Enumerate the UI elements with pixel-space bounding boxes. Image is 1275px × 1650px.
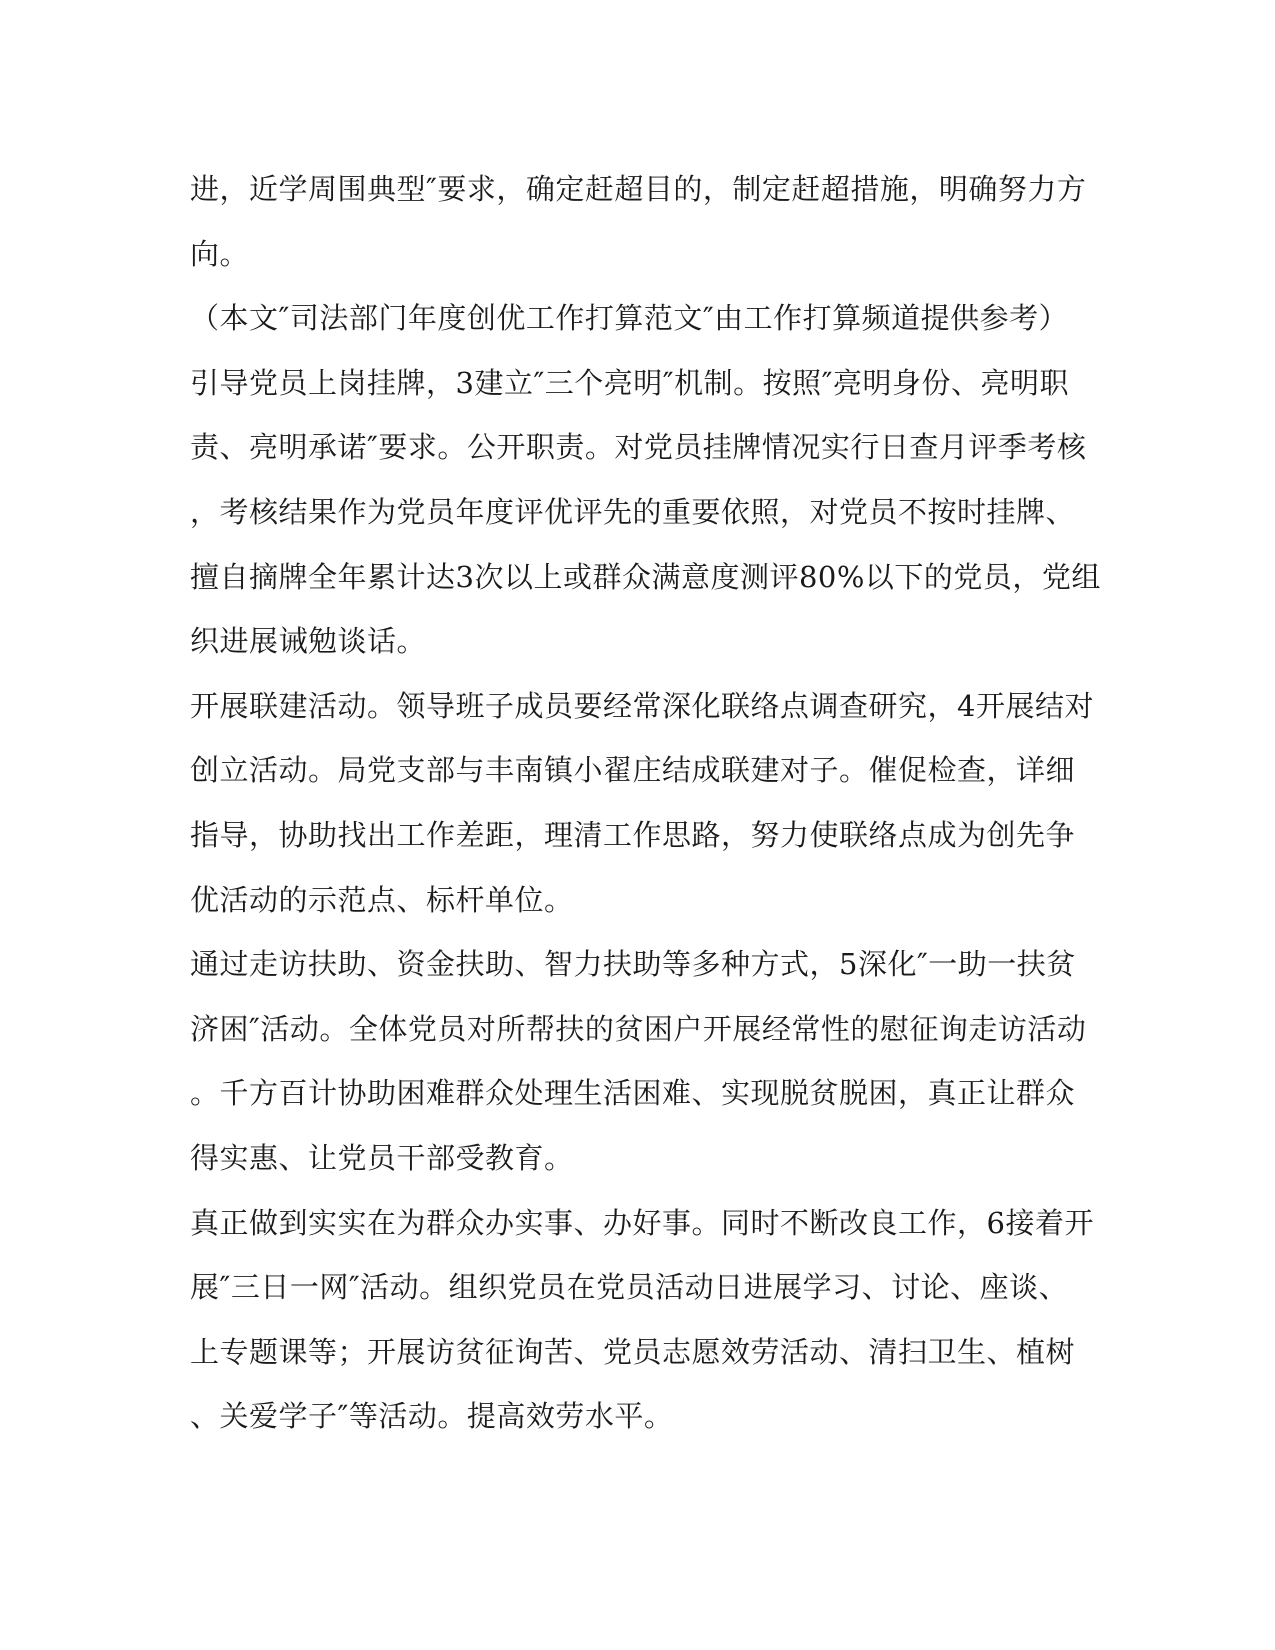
text-line: 济困″活动。全体党员对所帮扶的贫困户开展经常性的慰征询走访活动 bbox=[190, 1011, 1087, 1046]
text-line: 、关爱学子″等活动。提高效劳水平。 bbox=[190, 1399, 674, 1434]
text-line: 展″三日一网″活动。组织党员在党员活动日进展学习、讨论、座谈、 bbox=[190, 1270, 1069, 1305]
text-line: 通过走访扶助、资金扶助、智力扶助等多种方式，5深化″一助一扶贫 bbox=[190, 947, 1076, 982]
text-line: ，考核结果作为党员年度评优评先的重要依照，对党员不按时挂牌、 bbox=[190, 494, 1076, 529]
text-line: 开展联建活动。领导班子成员要经常深化联络点调查研究，4开展结对 bbox=[190, 688, 1094, 723]
text-line: 真正做到实实在为群众办实事、办好事。同时不断改良工作，6接着开 bbox=[190, 1205, 1094, 1240]
text-line: 指导，协助找出工作差距，理清工作思路，努力使联络点成为创先争 bbox=[190, 817, 1076, 852]
text-line: 向。 bbox=[190, 236, 250, 271]
text-line: 。千方百计协助困难群众处理生活困难、实现脱贫脱困，真正让群众 bbox=[190, 1076, 1076, 1111]
text-line: 得实惠、让党员干部受教育。 bbox=[190, 1140, 574, 1175]
text-line: 织进展诫勉谈话。 bbox=[190, 624, 427, 659]
text-line: （本文″司法部门年度创优工作打算范文″由工作打算频道提供参考） bbox=[190, 301, 1069, 336]
text-line: 擅自摘牌全年累计达3次以上或群众满意度测评80%以下的党员，党组 bbox=[190, 559, 1101, 594]
text-line: 上专题课等；开展访贫征询苦、党员志愿效劳活动、清扫卫生、植树 bbox=[190, 1334, 1076, 1369]
text-line: 创立活动。局党支部与丰南镇小翟庄结成联建对子。催促检查，详细 bbox=[190, 753, 1076, 788]
text-line: 进，近学周围典型″要求，确定赶超目的，制定赶超措施，明确努力方 bbox=[190, 172, 1087, 206]
text-line: 引导党员上岗挂牌，3建立″三个亮明″机制。按照″亮明身份、亮明职 bbox=[190, 365, 1069, 400]
text-line: 优活动的示范点、标杆单位。 bbox=[190, 882, 574, 917]
text-line: 责、亮明承诺″要求。公开职责。对党员挂牌情况实行日查月评季考核 bbox=[190, 430, 1087, 465]
document-body bbox=[190, 157, 1101, 1449]
